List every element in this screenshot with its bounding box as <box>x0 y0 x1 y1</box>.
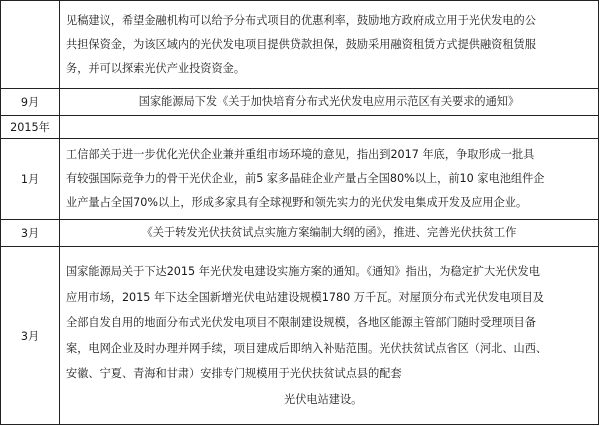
description-cell <box>60 1 599 89</box>
text-line: 业产量占全国70%以上，形成多家具有全球视野和领先实力的光伏发电集成开发及应用企业。 <box>66 196 528 209</box>
text-line: 应用市场，2015 年下达全国新增光伏电站建设规模1780 万千瓦。对屋顶分布式光伏发电项目及 <box>66 290 544 304</box>
description-cell <box>60 247 599 425</box>
description-cell <box>60 89 599 116</box>
text-line: 共担保资金，为该区域内的光伏发电项目提供贷款担保，鼓励采用融资租赁方式提供融资租赁服 <box>66 37 536 51</box>
date-cell: 1月 <box>1 139 60 220</box>
text-line: 见稿建议，希望金融机构可以给予分布式项目的优惠利率，鼓励地方政府成立用于光伏发电的公 <box>66 13 536 27</box>
text-line: 务，并可以探索光伏产业投资资金。 <box>66 61 246 75</box>
date-cell: 3月 <box>1 247 60 425</box>
table-row <box>1 89 599 116</box>
table-row <box>1 247 599 425</box>
text-line: 全部自发自用的地面分布式光伏发电项目不限制建设规模，各地区能源主管部门随时受理项目备 <box>66 316 536 329</box>
description-cell <box>60 139 599 220</box>
text-line: 安徽、宁夏、青海和甘肃）安排专门规模用于光伏扶贫试点县的配套 <box>66 367 402 380</box>
year-cell: 2015年 <box>1 116 60 139</box>
text-line: 案，电网企业及时办理并网手续，项目建成后即纳入补贴范围。光伏扶贫试点省区（河北、山西、 <box>66 341 548 355</box>
text-line: 国家能源局关于下达2015 年光伏发电建设实施方案的通知。《通知》指出，为稳定扩大光伏发电 <box>66 265 540 278</box>
table-row <box>1 1 599 89</box>
table-row <box>1 220 599 247</box>
table-row <box>1 139 599 220</box>
text-line: 有较强国际竞争力的骨干光伏企业，前5 家多晶硅企业产量占全国80%以上，前10 家电池组件企 <box>66 172 545 185</box>
description-cell <box>60 220 599 247</box>
date-cell: 3月 <box>1 220 60 247</box>
text-line: 工信部关于进一步优化光伏企业兼并重组市场环境的意见，指出到2017 年底，争取形成一批具 <box>66 148 535 161</box>
text-line: 光伏电站建设。 <box>284 392 363 406</box>
table-row <box>1 116 599 139</box>
text-line: 《关于转发光伏扶贫试点实施方案编制大纲的函》，推进、完善光伏扶贫工作 <box>141 226 517 239</box>
description-cell <box>60 116 599 139</box>
date-cell <box>1 1 60 89</box>
text-line: 国家能源局下发《关于加快培育分布式光伏发电应用示范区有关要求的通知》 <box>138 95 520 108</box>
date-cell: 9月 <box>1 89 60 116</box>
